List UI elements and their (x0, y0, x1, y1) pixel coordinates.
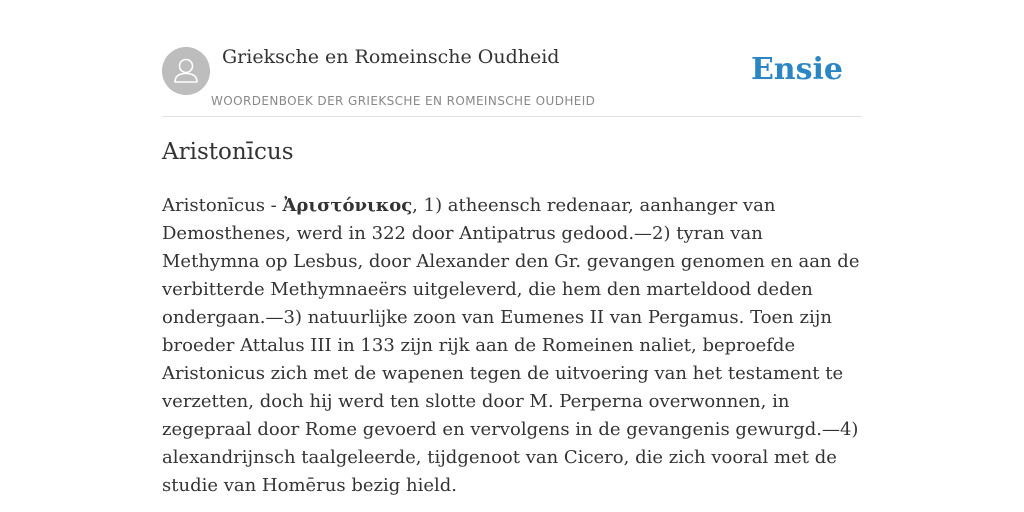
entry-greek-term: Ἀριστόνικος (282, 195, 413, 216)
entry-title: Aristonīcus (162, 139, 294, 165)
user-silhouette-icon[interactable] (162, 47, 210, 95)
entry-headword: Aristonīcus (162, 195, 265, 216)
site-title[interactable]: Grieksche en Romeinsche Oudheid (222, 46, 560, 68)
entry-separator: - (264, 195, 283, 216)
ensie-logo[interactable]: Ensie (750, 52, 843, 87)
entry-definition: , 1) atheensch redenaar, aanhanger van Demosthenes, werd in 322 door Antipatrus gedood.—2) tyran van Methymna op Lesbus, door Alexander den Gr. gevangen genomen en aan de verbitterde Methymnaeërs uitgeleverd, die hem den marteldood deden ondergaan.—3) natuurlijke zoon van Eumenes II van Pergamus. Toen zijn broeder Attalus III in 133 zijn rijk aan de Romeinen naliet, beproefde Aristonicus zich met de wapenen tegen de uitvoering van het testament te verzetten, doch hij werd ten slotte door M. Perperna overwonnen, in zegepraal door Rome gevoerd en vervolgens in de gevangenis gewurgd.—4) alexandrijnsch taalgeleerde, tijdgenoot van Cicero, die zich vooral met de studie van Homērus bezig hield. (162, 195, 860, 496)
entry-body (162, 192, 862, 500)
site-subtitle: WOORDENBOEK DER GRIEKSCHE EN ROMEINSCHE OUDHEID (211, 94, 596, 108)
page-header (162, 44, 862, 117)
